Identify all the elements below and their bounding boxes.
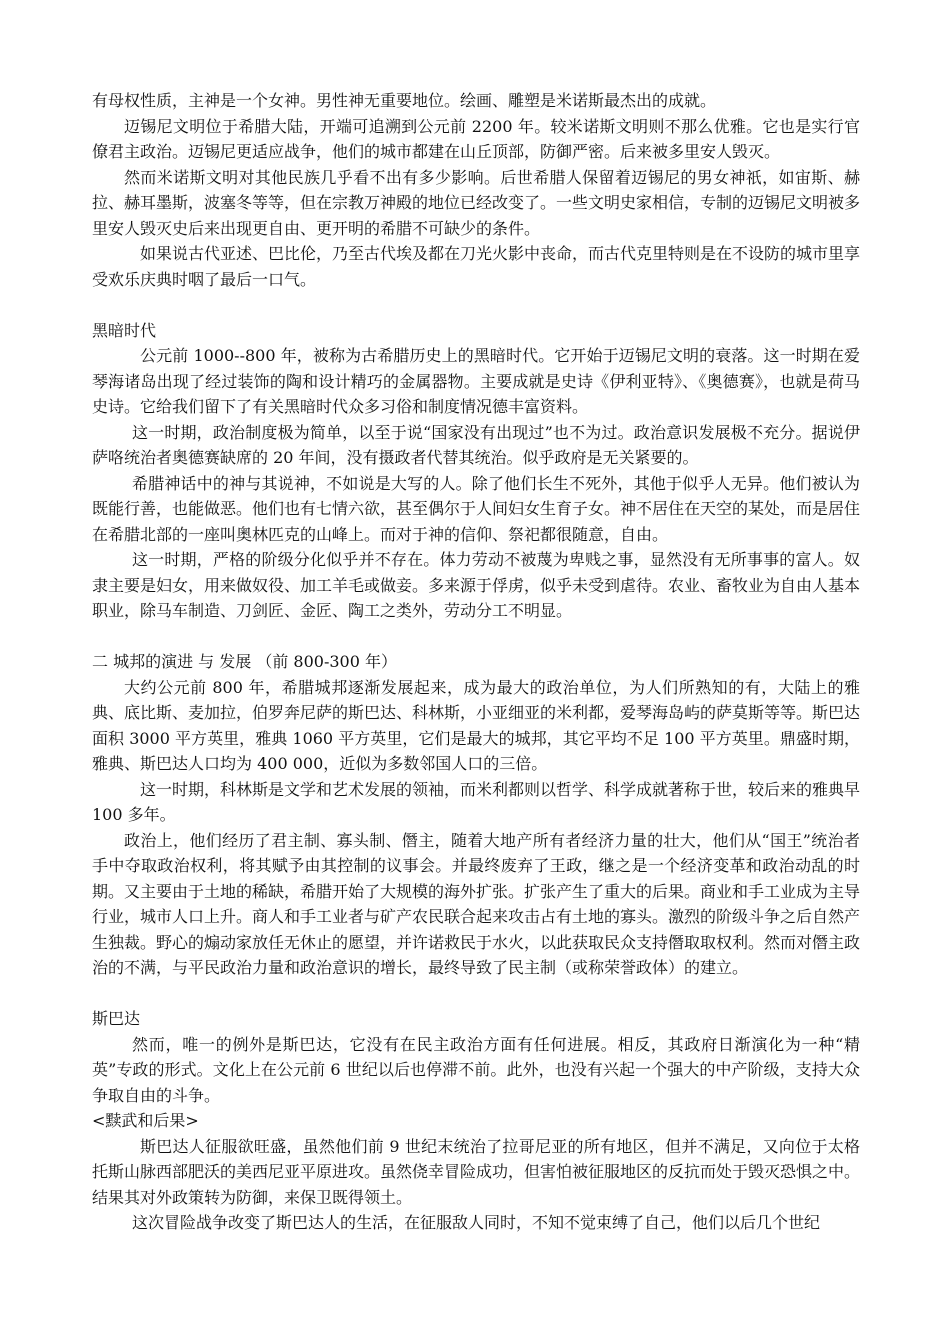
paragraph: 这一时期，科林斯是文学和艺术发展的领袖，而米利都则以哲学、科学成就著称于世，较后来的雅典早 100 多年。	[92, 779, 861, 824]
paragraph: 这次冒险战争改变了斯巴达人的生活，在征服敌人同时，不知不觉束缚了自己，他们以后几个世纪	[132, 1213, 821, 1232]
paragraph: 这一时期，政治制度极为简单，以至于说“国家没有出现过”也不为过。政治意识发展极不充分。据说伊萨咯统治者奥德赛缺席的 20 年间，没有摄政者代替其统治。似乎政府是无关紧要的。	[92, 422, 860, 467]
subsection-heading: <黩武和后果>	[92, 1111, 199, 1130]
paragraph: 迈锡尼文明位于希腊大陆，开端可追溯到公元前 2200 年。较米诺斯文明则不那么优雅。它也是实行官僚君主政治。迈锡尼更适应战争，他们的城市都建在山丘顶部，防御严密。后来被多里安人毁灭。	[92, 116, 860, 161]
spacer	[92, 624, 860, 650]
document-page	[92, 88, 860, 1236]
paragraph: 然而，唯一的例外是斯巴达，它没有在民主政治方面有任何进展。相反，其政府日渐演化为一种“精英”专政的形式。文化上在公元前 6 世纪以后也停滞不前。此外，也没有兴起一个强大的中产阶级，支持大众争取自由的斗争。	[92, 1034, 860, 1105]
section-heading: 黑暗时代	[92, 320, 157, 340]
spacer	[92, 981, 860, 1007]
paragraph: 这一时期，严格的阶级分化似乎并不存在。体力劳动不被蔑为卑贱之事，显然没有无所事事的富人。奴隶主要是妇女，用来做奴役、加工羊毛或做妾。多来源于俘虏，似乎未受到虐待。农业、畜牧业为自由人基本职业，除马车制造、刀剑匠、金匠、陶工之类外，劳动分工不明显。	[92, 550, 861, 620]
section-heading: 斯巴达	[92, 1009, 141, 1028]
paragraph: 希腊神话中的神与其说神，不如说是大写的人。除了他们长生不死外，其他于似乎人无异。他们被认为既能行善，也能做恶。他们也有七情六欲，甚至偶尔于人间妇女生育子女。神不居住在天空的某处，而是居住在希腊北部的一座叫奥林匹克的山峰上。而对于神的信仰、祭祀都很随意，自由。	[92, 473, 861, 544]
paragraph: 政治上，他们经历了君主制、寡头制、僭主，随着大地产所有者经济力量的壮大，他们从“国王”统治者手中夺取政治权利，将其赋予由其控制的议事会。并最终废弃了王政，继之是一个经济变革和政治动乱的时期。又主要由于土地的稀缺，希腊开始了大规模的海外扩张。扩张产生了重大的后果。商业和手工业成为主导行业，城市人口上升。商人和手工业者与矿产农民联合起来攻击占有土地的寡头。激烈的阶级斗争之后自然产生独裁。野心的煽动家放任无休止的愿望，并许诺救民于水火，以此获取民众支持僭取取权利。然而对僭主政治的不满，与平民政治力量和政治意识的增长，最终导致了民主制（或称荣誉政体）的建立。	[92, 830, 861, 977]
paragraph: 大约公元前 800 年，希腊城邦逐渐发展起来，成为最大的政治单位，为人们所熟知的有，大陆上的雅典、底比斯、麦加拉，伯罗奔尼萨的斯巴达、科林斯，小亚细亚的米利都，爱琴海岛屿的萨莫斯等等。斯巴达面积 3000 平方英里，雅典 1060 平方英里，它们是最大的城邦，其它平均不足 100 平方英里。鼎盛时期，雅典、斯巴达人口均为 400 000，近似为多数邻国人口的三倍。	[92, 677, 861, 773]
spacer	[92, 292, 860, 318]
paragraph: 斯巴达人征服欲旺盛，虽然他们前 9 世纪末统治了拉哥尼亚的所有地区，但并不满足，又向位于太格托斯山脉西部肥沃的美西尼亚平原进攻。虽然侥幸冒险成功，但害怕被征服地区的反抗而处于毁灭恐惧之中。结果其对外政策转为防御，来保卫既得领土。	[92, 1136, 861, 1207]
paragraph: 如果说古代亚述、巴比伦，乃至古代埃及都在刀光火影中丧命，而古代克里特则是在不设防的城市里享受欢乐庆典时咽了最后一口气。	[92, 244, 861, 289]
section-heading: 二 城邦的演进 与 发展 （前 800-300 年）	[92, 652, 398, 671]
paragraph: 公元前 1000--800 年，被称为古希腊历史上的黑暗时代。它开始于迈锡尼文明的衰落。这一时期在爱琴海诸岛出现了经过装饰的陶和设计精巧的金属器物。主要成就是史诗《伊利亚特》、《奥德赛》，也就是荷马史诗。它给我们留下了有关黑暗时代众多习俗和制度情况德丰富资料。	[92, 346, 860, 416]
paragraph: 有母权性质，主神是一个女神。男性神无重要地位。绘画、雕塑是米诺斯最杰出的成就。	[92, 91, 717, 110]
paragraph: 然而米诺斯文明对其他民族几乎看不出有多少影响。后世希腊人保留着迈锡尼的男女神祇，如宙斯、赫拉、赫耳墨斯，波塞冬等等，但在宗教万神殿的地位已经改变了。一些文明史家相信，专制的迈锡尼文明被多里安人毁灭史后来出现更自由、更开明的希腊不可缺少的条件。	[92, 167, 861, 238]
